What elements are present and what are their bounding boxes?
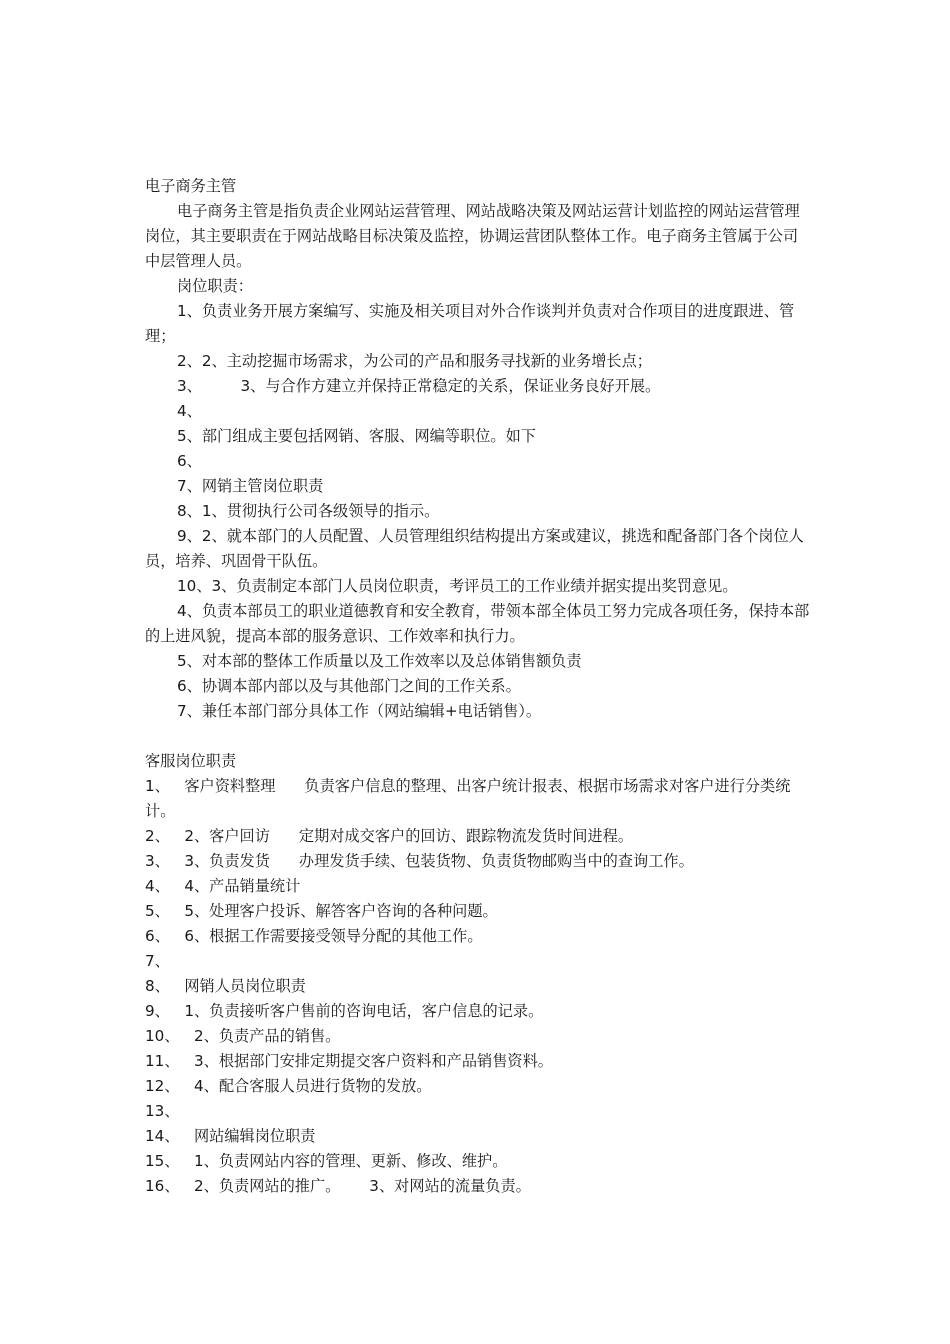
list-item: 16、 2、负责网站的推广。 3、对网站的流量负责。	[145, 1177, 531, 1195]
intro-paragraph: 电子商务主管是指负责企业网站运营管理、网站战略决策及网站运营计划监控的网站运营管理岗位，其主要职责在于网站战略目标决策及监控，协调运营团队整体工作。电子商务主管属于公司中层管理人员。	[145, 202, 800, 270]
list-item: 9、 1、负责接听客户售前的咨询电话，客户信息的记录。	[145, 1002, 544, 1020]
list-item: 3、 3、负责发货 办理发货手续、包装货物、负责货物邮购当中的查询工作。	[145, 852, 694, 870]
list-item: 13、	[145, 1102, 180, 1120]
list-item: 10、3、负责制定本部门人员岗位职责，考评员工的工作业绩并据实提出奖罚意见。	[177, 577, 738, 595]
list-item: 4、	[177, 402, 202, 420]
list-item: 12、 4、配合客服人员进行货物的发放。	[145, 1077, 432, 1095]
list-item: 15、 1、负责网站内容的管理、更新、修改、维护。	[145, 1152, 508, 1170]
list-item: 10、 2、负责产品的销售。	[145, 1027, 341, 1045]
list-item: 4、 4、产品销量统计	[145, 877, 301, 895]
list-item: 9、2、就本部门的人员配置、人员管理组织结构提出方案或建议，挑选和配备部门各个岗位人员，培养、巩固骨干队伍。	[145, 527, 804, 570]
section-title: 电子商务主管	[145, 177, 237, 195]
list-item: 3、 3、与合作方建立并保持正常稳定的关系，保证业务良好开展。	[177, 377, 661, 395]
list-item: 6、 6、根据工作需要接受领导分配的其他工作。	[145, 927, 483, 945]
list-item: 1、负责业务开展方案编写、实施及相关项目对外合作谈判并负责对合作项目的进度跟进、管理；	[145, 302, 795, 345]
list-item: 5、 5、处理客户投诉、解答客户咨询的各种问题。	[145, 902, 498, 920]
spacer	[145, 724, 810, 749]
list-item: 5、部门组成主要包括网销、客服、网编等职位。如下	[177, 427, 536, 445]
list-item: 2、2、主动挖掘市场需求，为公司的产品和服务寻找新的业务增长点；	[177, 352, 652, 370]
list-item: 2、 2、客户回访 定期对成交客户的回访、跟踪物流发货时间进程。	[145, 827, 634, 845]
list-item: 7、	[145, 952, 170, 970]
list-item: 1、 客户资料整理 负责客户信息的整理、出客户统计报表、根据市场需求对客户进行分类统计。	[145, 777, 791, 820]
list-item: 7、网销主管岗位职责	[177, 477, 324, 495]
document-body	[145, 174, 810, 1199]
list-item: 4、负责本部员工的职业道德教育和安全教育，带领本部全体员工努力完成各项任务，保持本部的上进风貌，提高本部的服务意识、工作效率和执行力。	[145, 602, 810, 645]
list-item: 6、	[177, 452, 202, 470]
list-item: 7、兼任本部门部分具体工作（网站编辑+电话销售）。	[177, 702, 542, 720]
list-item: 11、 3、根据部门安排定期提交客户资料和产品销售资料。	[145, 1052, 553, 1070]
list-item: 14、 网站编辑岗位职责	[145, 1127, 316, 1145]
list-item: 8、1、贯彻执行公司各级领导的指示。	[177, 502, 440, 520]
list-item: 8、 网销人员岗位职责	[145, 977, 306, 995]
list-item: 5、对本部的整体工作质量以及工作效率以及总体销售额负责	[177, 652, 582, 670]
list-item: 6、协调本部内部以及与其他部门之间的工作关系。	[177, 677, 521, 695]
duty-heading: 岗位职责：	[177, 277, 253, 295]
section-title: 客服岗位职责	[145, 752, 237, 770]
